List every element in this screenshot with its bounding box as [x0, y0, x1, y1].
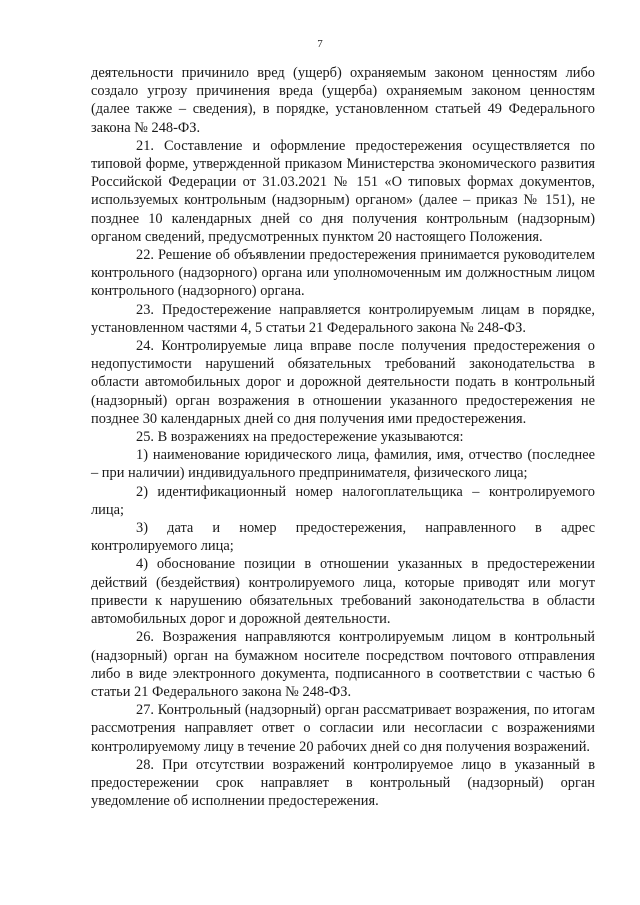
- paragraph-22: 22. Решение об объявлении предостережения принимается руководителем контрольного (надзорного) органа или уполномоченным им должностным лицом контрольного (надзорного) органа.: [91, 247, 595, 300]
- list-item-2: 2) идентификационный номер налогоплательщика – контролируемого лица;: [91, 483, 595, 518]
- list-item-4: 4) обоснование позиции в отношении указанных в предостережении действий (бездействия) контролируемого лица, которые приводят или могут привести к нарушению обязательных требований законодательства в области автомобильных дорог и дорожной деятельности.: [91, 556, 595, 628]
- paragraph-24: 24. Контролируемые лица вправе после получения предостережения о недопустимости нарушений обязательных требований законодательства в области автомобильных дорог и дорожной деятельности подать в контрольный (надзорный) орган возражения в отношении указанного предостережения не позднее 30 календарных дней со дня получения ими предостережения.: [91, 338, 595, 427]
- paragraph-25: 25. В возражениях на предостережение указываются:: [136, 429, 464, 446]
- paragraph-27: 27. Контрольный (надзорный) орган рассматривает возражения, по итогам рассмотрения направляет ответ о согласии или несогласии с возражениями контролируемому лицу в течение 20 рабочих дней со дня получения возражений.: [91, 702, 595, 755]
- paragraph-21: 21. Составление и оформление предостережения осуществляется по типовой форме, утвержденной приказом Министерства экономического развития Российской Федерации от 31.03.2021 № 151 «О типовых формах документов, используемых контрольным (надзорным) органом» (далее – приказ № 151), не позднее 10 календарных дней со дня получения контрольным (надзорным) органом сведений, предусмотренных пунктом 20 настоящего Положения.: [91, 137, 595, 245]
- paragraph-continuation: деятельности причинило вред (ущерб) охраняемым законом ценностям либо создало угрозу причинения вреда (ущерба) охраняемым законом ценностям (далее также – сведения), в порядке, установленном статьей 49 Федерального закона № 248-ФЗ.: [91, 65, 595, 136]
- document-body: [91, 64, 595, 810]
- page-number: 7: [317, 38, 323, 50]
- paragraph-28: 28. При отсутствии возражений контролируемое лицо в указанный в предостережении срок направляет в контрольный (надзорный) орган уведомление об исполнении предостережения.: [91, 756, 595, 810]
- list-item-1: 1) наименование юридического лица, фамилия, имя, отчество (последнее – при наличии) индивидуального предпринимателя, физического лица;: [91, 447, 595, 482]
- list-item-3: 3) дата и номер предостережения, направленного в адрес контролируемого лица;: [91, 520, 595, 555]
- paragraph-26: 26. Возражения направляются контролируемым лицом в контрольный (надзорный) орган на бумажном носителе посредством почтового отправления либо в виде электронного документа, подписанного в соответствии с частью 6 статьи 21 Федерального закона № 248-ФЗ.: [91, 629, 595, 700]
- paragraph-23: 23. Предостережение направляется контролируемым лицам в порядке, установленном частями 4, 5 статьи 21 Федерального закона № 248-ФЗ.: [91, 301, 595, 336]
